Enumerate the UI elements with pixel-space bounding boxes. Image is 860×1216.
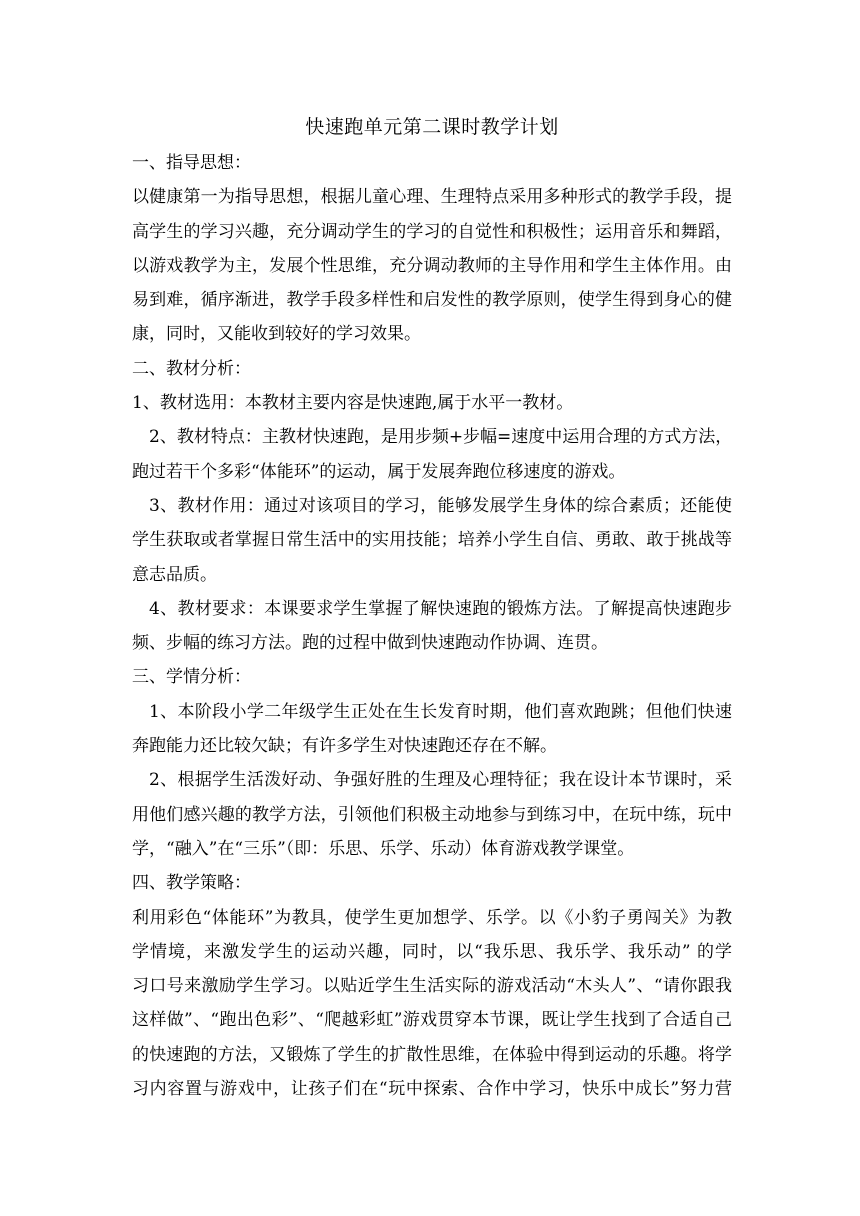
text-line: 以健康第一为指导思想，根据儿童心理、生理特点采用多种形式的教学手段，提 xyxy=(132,187,732,208)
text-line: 易到难，循序渐进，教学手段多样性和启发性的教学原则，使学生得到身心的健 xyxy=(132,290,732,311)
text-line: 习内容置与游戏中，让孩子们在“玩中探索、合作中学习，快乐中成长”努力营 xyxy=(132,1079,732,1100)
text-line: 康，同时，又能收到较好的学习效果。 xyxy=(132,324,421,345)
text-line: 高学生的学习兴趣，充分调动学生的学习的自觉性和积极性；运用音乐和舞蹈， xyxy=(132,221,732,242)
text-line: 意志品质。 xyxy=(132,564,217,585)
text-line: 4、教材要求：本课要求学生掌握了解快速跑的锻炼方法。了解提高快速跑步 xyxy=(149,598,732,619)
text-line: 学，“融入”在“三乐”（即：乐思、乐学、乐动）体育游戏教学课堂。 xyxy=(132,838,635,859)
text-line: 1、教材选用：本教材主要内容是快速跑,属于水平一教材。 xyxy=(132,393,574,414)
text-line: 2、根据学生活泼好动、争强好胜的生理及心理特征；我在设计本节课时，采 xyxy=(149,770,732,791)
document-body xyxy=(132,146,732,1106)
text-line: 以游戏教学为主，发展个性思维，充分调动教师的主导作用和学生主体作用。由 xyxy=(132,255,732,276)
text-line: 3、教材作用：通过对该项目的学习，能够发展学生身体的综合素质；还能使 xyxy=(149,495,732,516)
text-line: 1、本阶段小学二年级学生正处在生长发育时期，他们喜欢跑跳；但他们快速 xyxy=(149,701,732,722)
document-page xyxy=(132,108,732,1106)
document-title: 快速跑单元第二课时教学计划 xyxy=(305,116,559,138)
text-line: 2、教材特点：主教材快速跑，是用步频+步幅=速度中运用合理的方式方法， xyxy=(149,427,733,448)
text-line: 利用彩色“体能环”为教具，使学生更加想学、乐学。以《小豹子勇闯关》为教 xyxy=(132,907,732,928)
text-line: 一、指导思想： xyxy=(132,153,251,173)
text-line: 跑过若干个多彩“体能环”的运动，属于发展奔跑位移速度的游戏。 xyxy=(132,461,626,482)
text-line: 学生获取或者掌握日常生活中的实用技能；培养小学生自信、勇敢、敢于挑战等 xyxy=(132,530,732,551)
text-line: 的快速跑的方法，又锻炼了学生的扩散性思维，在体验中得到运动的乐趣。将学 xyxy=(132,1044,732,1065)
text-line: 学情境，来激发学生的运动兴趣，同时，以“我乐思、我乐学、我乐动” 的学 xyxy=(132,941,732,962)
text-line: 四、教学策略： xyxy=(132,873,251,894)
text-line: 三、学情分析： xyxy=(132,667,251,688)
text-line: 二、教材分析： xyxy=(132,358,251,379)
text-line: 奔跑能力还比较欠缺；有许多学生对快速跑还存在不解。 xyxy=(132,736,557,757)
text-line: 这样做”、“跑出色彩”、“爬越彩虹”游戏贯穿本节课，既让学生找到了合适自己 xyxy=(132,1010,732,1031)
text-line: 频、步幅的练习方法。跑的过程中做到快速跑动作协调、连贯。 xyxy=(132,633,608,654)
text-line: 用他们感兴趣的教学方法，引领他们积极主动地参与到练习中，在玩中练，玩中 xyxy=(132,804,732,825)
text-line: 习口号来激励学生学习。以贴近学生生活实际的游戏活动“木头人”、“请你跟我 xyxy=(132,976,732,997)
